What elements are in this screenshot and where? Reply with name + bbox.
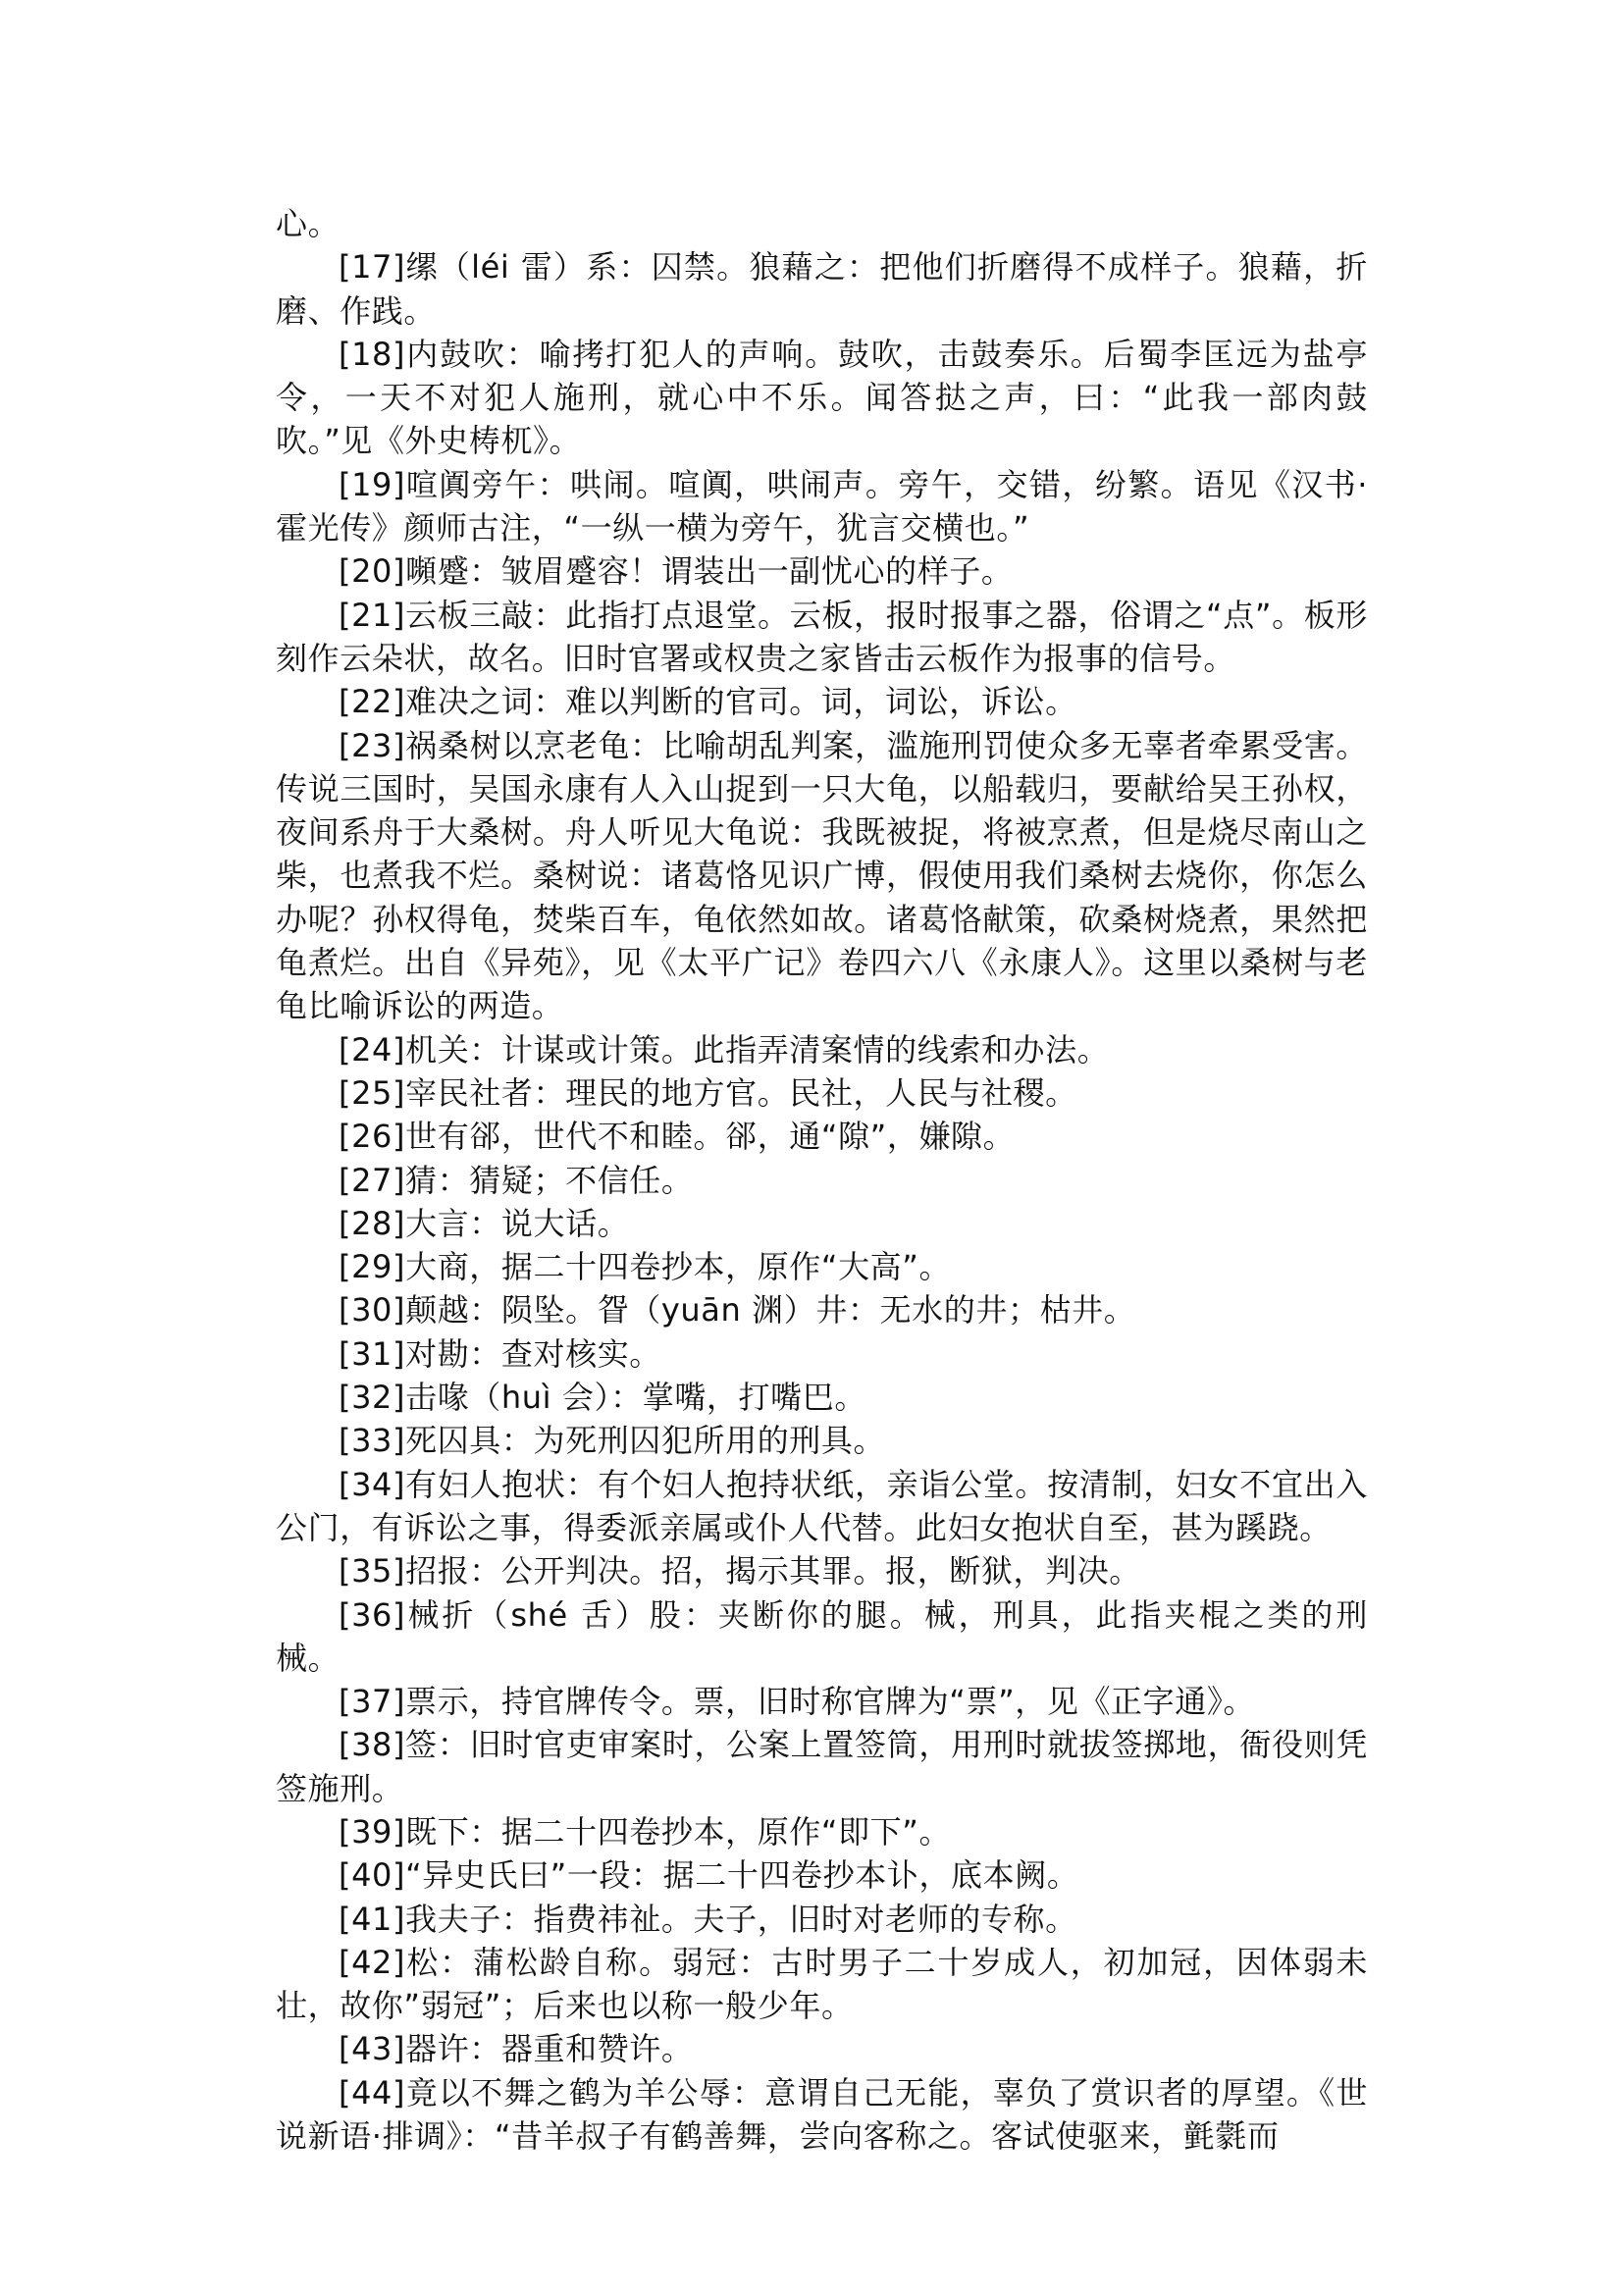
footnote-41: [41]我夫子：指费祎祉。夫子，旧时对老师的专称。 — [339, 1900, 1077, 1938]
footnote-28: [28]大言：说大话。 — [339, 1204, 630, 1242]
footnote-27: [27]猜：猜疑；不信任。 — [339, 1161, 694, 1199]
annotation-text-block — [276, 202, 1368, 2158]
footnote-43: [43]器许：器重和赞许。 — [339, 2030, 694, 2068]
footnote-20: [20]嚬蹙：皱眉蹙容！谓装出一副忧心的样子。 — [339, 552, 1014, 591]
footnote-21: [21]云板三敲：此指打点退堂。云板，报时报事之器，俗谓之“点”。板形刻作云朵状，故名。旧时官署或权贵之家皆击云板作为报事的信号。 — [276, 596, 1368, 677]
footnote-37: [37]票示，持官牌传令。票，旧时称官牌为“票”，见《正字通》。 — [339, 1683, 1256, 1721]
footnote-44: [44]竟以不舞之鹤为羊公辱：意谓自己无能，辜负了赏识者的厚望。《世说新语·排调》：“昔羊叔子有鹤善舞，尝向客称之。客试使驱来，氃氋而 — [276, 2073, 1368, 2156]
footnote-18: [18]内鼓吹：喻拷打犯人的声响。鼓吹，击鼓奏乐。后蜀李匡远为盐亭令，一天不对犯人施刑，就心中不乐。闻答挞之声，曰：“此我一部肉鼓吹。”见《外史梼杌》。 — [276, 335, 1368, 460]
footnote-29: [29]大商，据二十四卷抄本，原作“大高”。 — [339, 1248, 952, 1286]
footnote-33: [33]死囚具：为死刑囚犯所用的刑具。 — [339, 1422, 886, 1460]
footnote-17: [17]缧（léi 雷）系：囚禁。狼藉之：把他们折磨得不成样子。狼藉，折磨、作践。 — [276, 248, 1368, 330]
footnote-36: [36]械折（shé 舌）股：夹断你的腿。械，刑具，此指夹棍之类的刑械。 — [276, 1595, 1368, 1677]
footnote-25: [25]宰民社者：理民的地方官。民社，人民与社稷。 — [339, 1073, 1077, 1112]
footnote-40: [40]“异史氏曰”一段：据二十四卷抄本讣，底本阙。 — [339, 1856, 1079, 1895]
footnote-42: [42]松：蒲松龄自称。弱冠：古时男子二十岁成人，初加冠，因体弱未壮，故你”弱冠”；后来也以称一般少年。 — [276, 1943, 1368, 2025]
footnote-31: [31]对勘：查对核实。 — [339, 1334, 661, 1373]
footnote-22: [22]难决之词：难以判断的官司。词，词讼，诉讼。 — [339, 683, 1077, 721]
footnote-19: [19]喧阗旁午：哄闹。喧阗，哄闹声。旁午，交错，纷繁。语见《汉书·霍光传》颜师古注，“一纵一横为旁午，犹言交横也。” — [276, 465, 1368, 547]
footnote-26: [26]世有郤，世代不和睦。郤，通“隙”，嫌隙。 — [339, 1118, 1016, 1156]
footnote-39: [39]既下：据二十四卷抄本，原作“即下”。 — [339, 1812, 952, 1851]
footnote-38: [38]签：旧时官吏审案时，公案上置签筒，用刑时就拔签掷地，衙役则凭签施刑。 — [276, 1726, 1368, 1807]
footnote-32: [32]击喙（huì 会）：掌嘴，打嘴巴。 — [339, 1379, 866, 1417]
footnote-34: [34]有妇人抱状：有个妇人抱持状纸，亲诣公堂。按清制，妇女不宜出入公门，有诉讼之事，得委派亲属或仆人代替。此妇女抱状自至，甚为蹊跷。 — [276, 1465, 1368, 1546]
footnote-30: [30]颠越：陨坠。眢（yuān 渊）井：无水的井；枯井。 — [339, 1291, 1136, 1329]
footnote-23: [23]祸桑树以烹老龟：比喻胡乱判案，滥施刑罚使众多无辜者牵累受害。传说三国时，吴国永康有人入山捉到一只大龟，以船载归，要献给吴王孙权，夜间系舟于大桑树。舟人听见大龟说：我既被捉，将被烹煮，但是烧尽南山之柴，也煮我不烂。桑树说：诸葛恪见识广博，假使用我们桑树去烧你，你怎么办呢？孙权得龟，焚柴百车，龟依然如故。诸葛恪献策，砍桑树烧煮，果然把龟煮烂。出自《异苑》，见《太平广记》卷四六八《永康人》。这里以桑树与老龟比喻诉讼的两造。 — [276, 726, 1368, 1025]
continued-paragraph: 心。 — [276, 205, 341, 242]
footnote-35: [35]招报：公开判决。招，揭示其罪。报，断狱，判决。 — [339, 1552, 1141, 1590]
footnote-24: [24]机关：计谋或计策。此指弄清案情的线索和办法。 — [339, 1030, 1110, 1069]
